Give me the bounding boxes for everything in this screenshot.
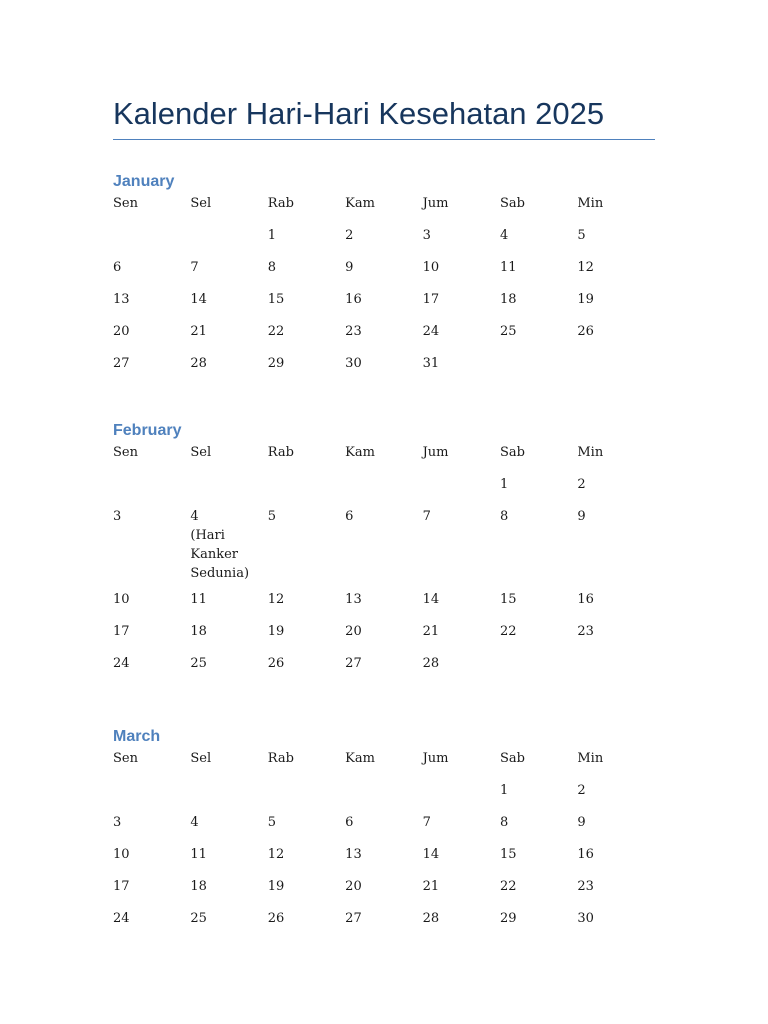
day-cell: 6 [345,815,354,830]
week-row [113,354,655,386]
day-cell: 5 [577,228,586,243]
day-cell: 8 [267,260,277,275]
day-cell: 4 [190,815,199,830]
day-cell: 26 [267,911,285,926]
day-cell: 5 [267,509,277,524]
day-cell: 21 [422,624,440,639]
day-cell [113,475,190,507]
day-cell: 11 [190,847,207,862]
day-cell: 14 [190,292,207,307]
day-cell: 12 [577,260,594,275]
day-cell: 25 [190,911,207,926]
day-cell: 16 [577,592,594,607]
day-cell: 2 [345,228,354,243]
week-row [113,845,655,877]
day-cell: 13 [345,592,362,607]
day-cell: 29 [499,911,517,926]
calendar-table [113,749,655,941]
day-cell: 21 [190,324,207,339]
week-row [113,781,655,813]
day-cell: 10 [113,847,130,862]
day-cell: 31 [422,356,440,371]
title-underline [113,139,655,140]
day-cell: 14 [422,847,440,862]
day-cell: 25 [499,324,517,339]
weekday-label: Sab [499,445,525,460]
day-cell [268,781,345,813]
day-cell [268,475,345,507]
day-cell: 13 [345,847,362,862]
day-cell: 22 [499,624,517,639]
week-row [113,654,655,686]
day-cell [113,781,190,813]
day-cell: 16 [345,292,362,307]
day-cell: 25 [190,656,207,671]
week-row [113,813,655,845]
day-cell: 17 [113,879,130,894]
day-cell: 27 [345,656,362,671]
day-cell: 9 [577,815,586,830]
day-cell: 10 [422,260,440,275]
day-cell: 28 [190,356,207,371]
day-cell: 8 [499,509,509,524]
weekday-label: Rab [267,196,294,211]
month-name: February [113,422,182,439]
weekday-label: Sab [499,196,525,211]
day-cell: 18 [190,879,207,894]
month-march [113,727,655,941]
day-cell: 7 [422,509,431,524]
weekday-label: Rab [267,751,294,766]
weekday-label: Rab [267,445,294,460]
day-cell: 28 [422,911,440,926]
day-cell [113,226,190,258]
weekday-label: Sel [190,751,212,766]
day-cell: 11 [190,592,207,607]
day-cell: 27 [113,356,130,371]
day-cell: 26 [577,324,594,339]
weekday-label: Sel [190,445,212,460]
day-cell: 27 [345,911,362,926]
day-cell: 3 [113,815,122,830]
day-cell [577,354,654,386]
day-cell [500,354,577,386]
day-cell: 20 [345,879,362,894]
day-cell: 20 [345,624,362,639]
day-cell [345,475,422,507]
day-cell: 3 [113,509,122,524]
month-name: January [113,173,175,190]
day-cell: 23 [577,624,594,639]
day-cell: 15 [499,847,517,862]
day-cell [345,781,422,813]
week-row [113,622,655,654]
weekday-label: Jum [422,751,449,766]
week-row [113,290,655,322]
day-cell: 19 [267,879,285,894]
day-cell: 1 [499,783,509,798]
day-cell: 7 [422,815,431,830]
day-cell [423,781,500,813]
day-cell: 24 [113,911,130,926]
day-cell: 12 [267,592,285,607]
day-cell: 2 [577,783,586,798]
day-cell: 17 [422,292,440,307]
day-cell: 30 [345,356,362,371]
day-cell: 9 [345,260,354,275]
week-row [113,590,655,622]
weekday-label: Sel [190,196,212,211]
day-cell: 24 [113,656,130,671]
day-cell [190,475,267,507]
day-cell: 2 [577,477,586,492]
day-cell [423,475,500,507]
day-cell: 19 [267,624,285,639]
day-cell: 1 [267,228,277,243]
month-name: March [113,728,161,745]
day-cell: 5 [267,815,277,830]
weekday-label: Sen [113,445,138,460]
day-cell: 15 [499,592,517,607]
weekday-label: Kam [345,445,375,460]
week-row [113,507,655,590]
weekday-label: Jum [422,196,449,211]
day-cell: 4 (Hari Kanker Sedunia) [190,509,250,581]
day-cell: 26 [267,656,285,671]
day-cell: 29 [267,356,285,371]
weekday-label: Kam [345,751,375,766]
day-cell: 7 [190,260,199,275]
weekday-header-row [113,194,655,226]
weekday-label: Min [577,445,604,460]
day-cell: 9 [577,509,586,524]
day-cell: 3 [422,228,431,243]
week-row [113,877,655,909]
day-cell: 20 [113,324,130,339]
day-cell: 13 [113,292,130,307]
weekday-header-row [113,443,655,475]
page-title: Kalender Hari-Hari Kesehatan 2025 [113,96,605,131]
weekday-label: Kam [345,196,375,211]
week-row [113,322,655,354]
day-cell [577,654,654,686]
weekday-label: Sen [113,196,138,211]
weekday-label: Jum [422,445,449,460]
day-cell: 18 [499,292,517,307]
week-row [113,258,655,290]
day-cell: 17 [113,624,130,639]
weekday-label: Sab [499,751,525,766]
day-cell: 16 [577,847,594,862]
month-february [113,421,655,686]
calendar-table [113,194,655,386]
day-cell: 10 [113,592,130,607]
day-cell: 12 [267,847,285,862]
day-cell: 1 [499,477,509,492]
day-cell: 30 [577,911,594,926]
week-row [113,226,655,258]
day-cell: 22 [499,879,517,894]
day-cell: 6 [113,260,122,275]
day-cell: 22 [267,324,285,339]
weekday-header-row [113,749,655,781]
day-cell [190,226,267,258]
day-cell [190,781,267,813]
day-cell: 18 [190,624,207,639]
day-cell: 24 [422,324,440,339]
day-cell: 11 [499,260,517,275]
day-cell: 28 [422,656,440,671]
weekday-label: Min [577,196,604,211]
weekday-label: Sen [113,751,138,766]
day-cell: 6 [345,509,354,524]
week-row [113,475,655,507]
day-cell: 4 [499,228,509,243]
day-cell: 21 [422,879,440,894]
day-cell: 19 [577,292,594,307]
day-cell: 15 [267,292,285,307]
day-cell: 8 [499,815,509,830]
month-january [113,172,655,386]
calendar-table [113,443,655,686]
weekday-label: Min [577,751,604,766]
day-cell: 14 [422,592,440,607]
day-cell: 23 [577,879,594,894]
week-row [113,909,655,941]
day-cell: 23 [345,324,362,339]
day-cell [500,654,577,686]
